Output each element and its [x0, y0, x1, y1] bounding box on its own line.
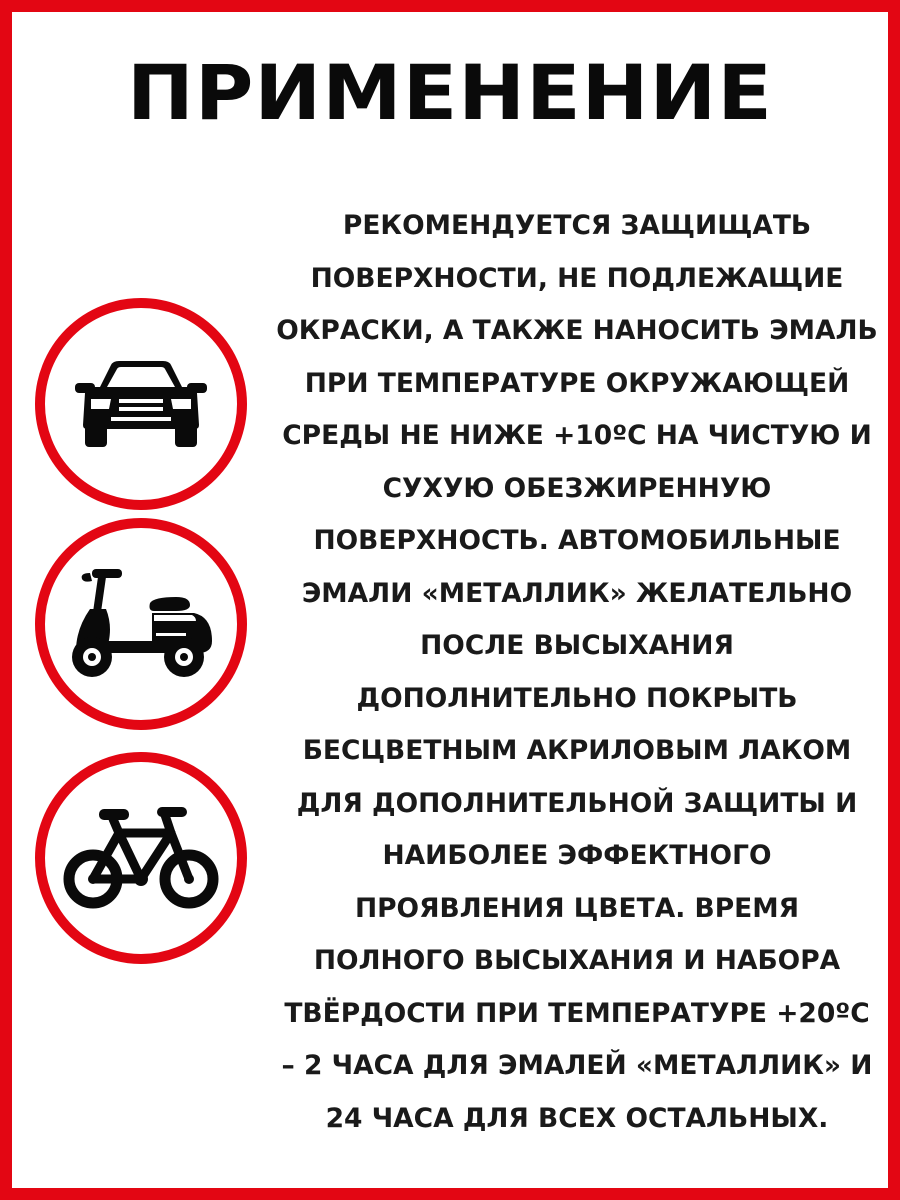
description-line: СРЕДЫ НЕ НИЖЕ +10ºС НА ЧИСТУЮ И: [282, 420, 872, 451]
description-line: – 2 ЧАСА ДЛЯ ЭМАЛЕЙ «МЕТАЛЛИК» И: [281, 1050, 873, 1081]
description-line: ПОЛНОГО ВЫСЫХАНИЯ И НАБОРА: [313, 945, 841, 976]
description-line: ОКРАСКИ, А ТАКЖЕ НАНОСИТЬ ЭМАЛЬ: [276, 315, 878, 346]
description-line: 24 ЧАСА ДЛЯ ВСЕХ ОСТАЛЬНЫХ.: [325, 1102, 829, 1134]
description-line: ПОСЛЕ ВЫСЫХАНИЯ: [420, 630, 734, 661]
usage-description: [262, 200, 892, 1145]
scooter-icon-circle: [35, 518, 247, 730]
bicycle-icon-circle: [35, 752, 247, 964]
page-title: ПРИМЕНЕНИЕ: [127, 48, 773, 137]
description-line: ПРИ ТЕМПЕРАТУРЕ ОКРУЖАЮЩЕЙ: [304, 367, 850, 399]
description-line: РЕКОМЕНДУЕТСЯ ЗАЩИЩАТЬ: [342, 210, 812, 241]
description-line: ЭМАЛИ «МЕТАЛЛИК» ЖЕЛАТЕЛЬНО: [301, 577, 853, 609]
car-icon: [71, 359, 211, 449]
description-line: ПОВЕРХНОСТЬ. АВТОМОБИЛЬНЫЕ: [313, 525, 841, 556]
description-line: НАИБОЛЕЕ ЭФФЕКТНОГО: [382, 840, 772, 871]
description-line: ДОПОЛНИТЕЛЬНО ПОКРЫТЬ: [356, 682, 798, 714]
description-line: ПРОЯВЛЕНИЯ ЦВЕТА. ВРЕМЯ: [354, 892, 800, 924]
description-line: ТВЁРДОСТИ ПРИ ТЕМПЕРАТУРЕ +20ºС: [284, 997, 870, 1029]
car-icon-circle: [35, 298, 247, 510]
description-line: БЕСЦВЕТНЫМ АКРИЛОВЫМ ЛАКОМ: [302, 735, 852, 766]
description-line: ДЛЯ ДОПОЛНИТЕЛЬНОЙ ЗАЩИТЫ И: [296, 787, 858, 819]
description-line: СУХУЮ ОБЕЗЖИРЕННУЮ: [382, 472, 772, 504]
bicycle-icon: [61, 803, 221, 913]
description-line: ПОВЕРХНОСТИ, НЕ ПОДЛЕЖАЩИЕ: [310, 262, 844, 294]
scooter-icon: [66, 569, 216, 679]
